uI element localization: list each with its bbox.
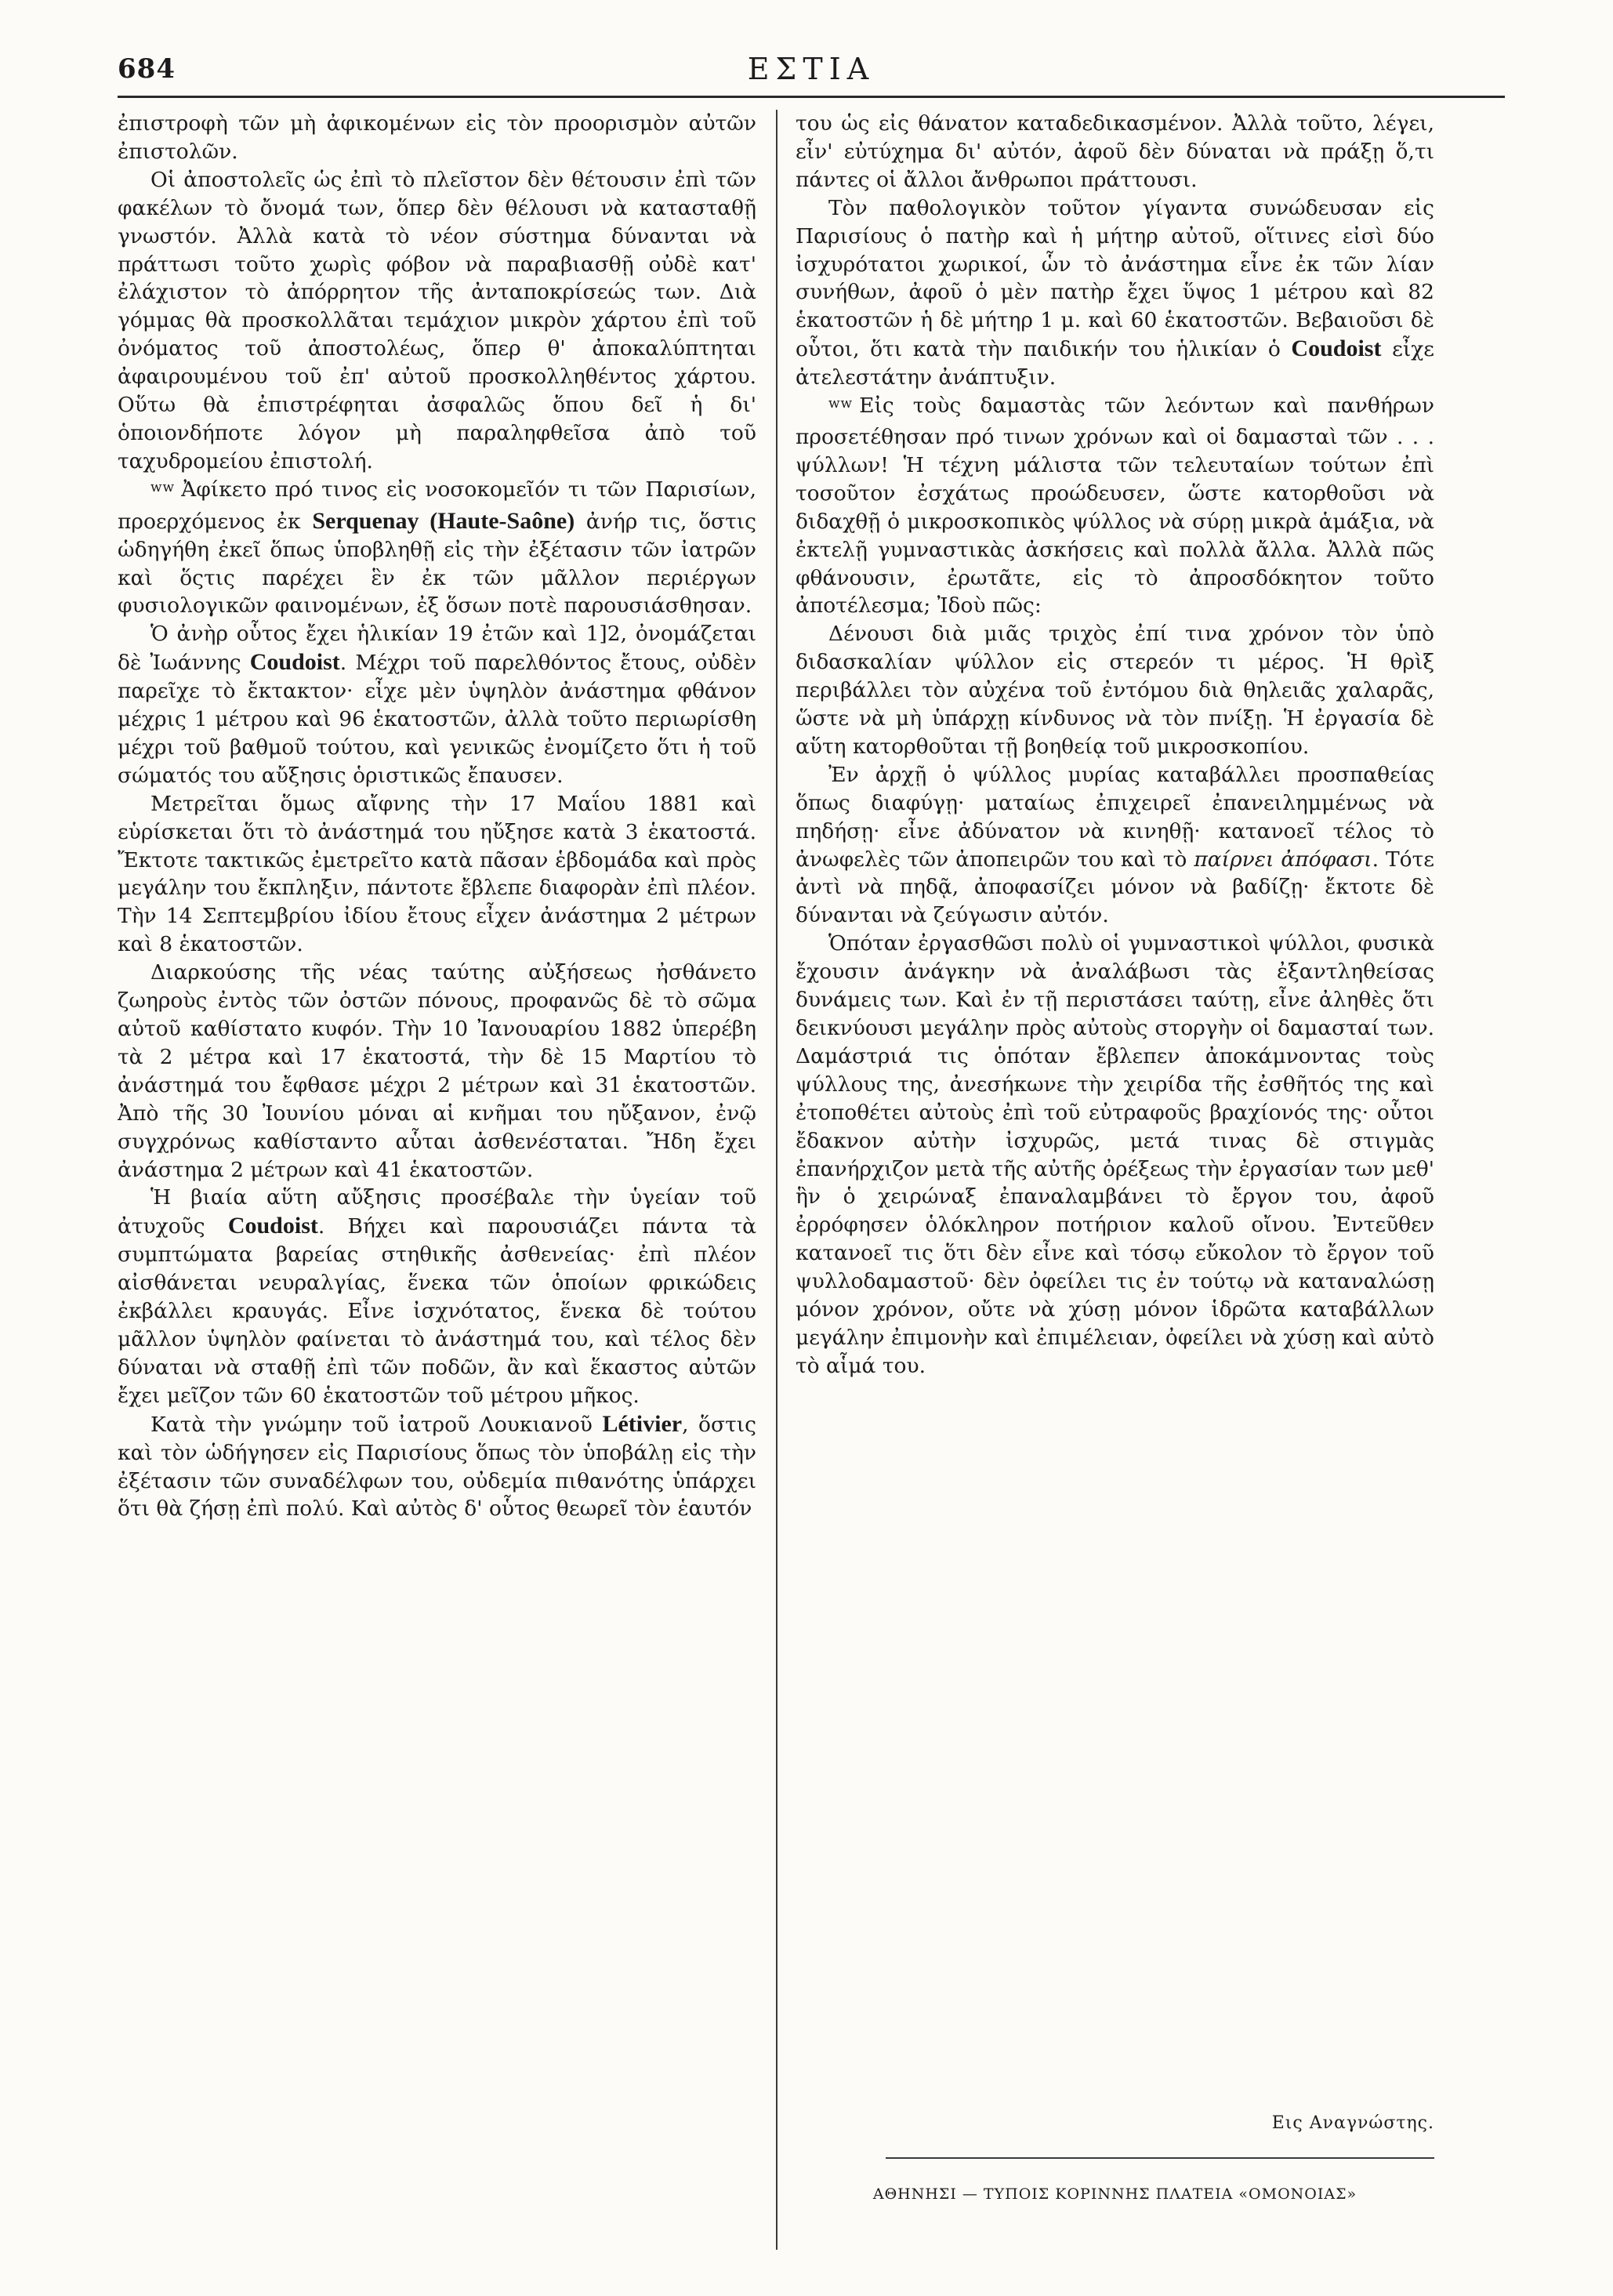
paragraph (118, 1184, 756, 1409)
paragraph-text: εἶχε ἀτελεστάτην ἀνάπτυξιν. (796, 337, 1434, 390)
paragraph: Μετρεῖται ὅμως αἴφνης τὴν 17 Μαΐου 1881 καὶ εὑρίσκεται ὅτι τὸ ἀνάστημά του ηὔξησε κατὰ 3 ἑκατοστά. Ἔκτοτε τακτικῶς ἐμετρεῖτο κατὰ πᾶσαν ἑβδομάδα καὶ πρὸς μεγάλην του ἔκπληξιν, πάντοτε ἔβλεπε διαφορὰν ἐπὶ πλέον. Τὴν 14 Σεπτεμβρίου ἰδίου ἔτους εἶχεν ἀνάστημα 2 μέτρων καὶ 8 ἑκατοστῶν. (118, 791, 756, 957)
paragraph: του ὡς εἰς θάνατον καταδεδικασμένον. Ἀλλὰ τοῦτο, λέγει, εἶν' εὐτύχημα δι' αὐτόν, ἀφοῦ δὲν δύναται νὰ πράξῃ ὅ,τι πάντες οἱ ἄλλοι ἄνθρωποι πράττουσι. (796, 111, 1434, 192)
paragraph: Ὁπόταν ἐργασθῶσι πολὺ οἱ γυμναστικοὶ ψύλλοι, φυσικὰ ἔχουσιν ἀνάγκην νὰ ἀναλάβωσι τὰς ἐξαντληθείσας δυνάμεις των. Καὶ ἐν τῇ περιστάσει ταύτῃ, εἶνε ἀληθὲς ὅτι δεικνύουσι μεγάλην πρὸς αὐτοὺς στοργὴν οἱ δαμασταί των. Δαμάστριά τις ὁπόταν ἔβλεπεν ἀποκάμνοντας τοὺς ψύλλους της, ἀνεσήκωνε τὴν χειρίδα τῆς ἐσθῆτός της καὶ ἐτοποθέτει αὐτοὺς ἐπὶ τοῦ εὐτραφοῦς βραχίονός της· οὗτοι ἔδακνον αὐτὴν ἰσχυρῶς, μετά τινας δὲ στιγμὰς ἐπανήρχιζον μετὰ τῆς αὐτῆς ὀρέξεως τὴν ἐργασίαν των μεθ' ἣν ὁ χειρώναξ ἐπαναλαμβάνει τὸ ἔργον του, ἀφοῦ ἐρρόφησεν ὁλόκληρον ποτήριον καλοῦ οἴνου. Ἐντεῦθεν κατανοεῖ τις ὅτι δὲν εἶνε καὶ τόσῳ εὔκολον τὸ ἔργον τοῦ ψυλλοδαμαστοῦ· δὲν ὀφείλει τις ἐν τούτῳ νὰ καταναλώσῃ μόνον χρόνον, οὔτε νὰ χύσῃ μόνον ἱδρῶτα καταβάλλων μεγάλην ἐπιμονὴν καὶ ἐπιμέλειαν, ὀφείλει νὰ χύσῃ καὶ αὐτὸ τὸ αἷμά του. (796, 931, 1434, 1378)
paragraph-text: Ὁ ἀνὴρ οὗτος ἔχει ἡλικίαν 19 ἐτῶν καὶ 1]2, ὀνομάζεται δὲ Ἰωάννης (118, 622, 756, 676)
person-name: Coudoist (1291, 336, 1382, 362)
paragraph-text: Κατὰ τὴν γνώμην τοῦ ἰατροῦ Λουκιανοῦ (150, 1412, 603, 1437)
paragraph-text: Ἀφίκετο πρό τινος εἰς νοσοκομεῖόν τι τῶν Παρισίων, προερχόμενος ἐκ (118, 477, 756, 534)
paragraph (118, 1410, 756, 1524)
person-name: Létivier (602, 1410, 683, 1437)
paragraph: Δένουσι διὰ μιᾶς τριχὸς ἐπί τινα χρόνον τὸν ὑπὸ διδασκαλίαν ψύλλον εἰς στερεόν τι μέρος. Ἡ θρὶξ περιβάλλει τὸν αὐχένα τοῦ ἐντόμου διὰ θηλειᾶς χαλαρᾶς, ὥστε νὰ μὴ ὑπάρχῃ κίνδυνος νὰ τὸν πνίξῃ. Ἡ ἐργασία δὲ αὕτη κατορθοῦται τῇ βοηθείᾳ τοῦ μικροσκοπίου. (796, 622, 1434, 759)
paragraph-text: . Τότε ἀντὶ νὰ πηδᾷ, ἀποφασίζει μόνον νὰ βαδίζῃ· ἔκτοτε δὲ δύνανται νὰ ζεύγωσιν αὐτόν. (796, 847, 1434, 928)
paragraph: ἐπιστροφὴ τῶν μὴ ἀφικομένων εἰς τὸν προορισμὸν αὐτῶν ἐπιστολῶν. (118, 111, 756, 164)
footer-rule (886, 2157, 1434, 2159)
running-title: ΕΣΤΙΑ (747, 52, 875, 86)
paragraph (796, 392, 1434, 620)
author-signature: Εις Αναγνώστης. (1271, 2113, 1434, 2133)
left-column (118, 110, 756, 2226)
paragraph-text: Εἰς τοὺς δαμαστὰς τῶν λεόντων καὶ πανθήρων προσετέθησαν πρό τινων χρόνων καὶ οἱ δαμασταὶ τῶν . . . ψύλλων! Ἡ τέχνη μάλιστα τῶν τελευταίων τούτων ἐπὶ τοσοῦτον ἐσχάτως προώδευσεν, ὥστε κατορθοῦσι νὰ διδαχθῇ ὁ μικροσκοπικὸς ψύλλος νὰ σύρῃ μικρὰ ἁμάξια, νὰ ἐκτελῇ γυμναστικὰς ἀσκήσεις καὶ πολλὰ ἄλλα. Ἀλλὰ πῶς φθάνουσιν, ἐρωτᾶτε, εἰς τὸ ἀπροσδόκητον τοῦτο ἀποτέλεσμα; Ἰδοὺ πῶς: (796, 394, 1434, 618)
paragraph (796, 194, 1434, 392)
section-marker: ww (828, 396, 854, 412)
paragraph-text: ἀνήρ τις, ὅστις ὡδηγήθη ἐκεῖ ὅπως ὑποβληθῇ εἰς τὴν ἐξέτασιν τῶν ἰατρῶν καὶ ὅςτις παρέχει ἓν ἐκ τῶν μᾶλλον περιέργων φυσιολογικῶν φαινομένων, ἐξ ὅσων ποτὲ παρουσιάσθησαν. (118, 509, 756, 618)
column-divider (776, 110, 778, 2250)
paragraph (118, 620, 756, 789)
paragraph (796, 761, 1434, 930)
person-name: Coudoist (227, 1213, 318, 1239)
emphasis: παίρνει ἀπόφασι (1194, 847, 1372, 872)
place-name: Serquenay (Haute-Saône) (312, 507, 575, 534)
paragraph: Οἱ ἀποστολεῖς ὡς ἐπὶ τὸ πλεῖστον δὲν θέτουσιν ἐπὶ τῶν φακέλων τὸ ὄνομά των, ὅπερ δὲν θέλουσι νὰ κατασταθῇ γνωστόν. Ἀλλὰ κατὰ τὸ νέον σύστημα δύνανται νὰ πράττωσι τοῦτο χωρὶς φόβον νὰ παραβιασθῇ οὐδὲ κατ' ἐλάχιστον τὸ ἀπόρρητον τῆς ἀνταποκρίσεώς των. Διὰ γόμμας θὰ προσκολλᾶται τεμάχιον μικρὸν χάρτου ἐπὶ τοῦ ὀνόματος τοῦ ἀποστολέως, ὅπερ θ' ἀποκαλύπτηται ἀφαιρουμένου τοῦ ἐπ' αὐτοῦ προσκολληθέντος χάρτου. Οὕτω θὰ ἐπιστρέφηται ἀσφαλῶς ὅπου δεῖ ἡ δι' ὁποιονδήποτε λόγον μὴ παραληφθεῖσα ἀπὸ τοῦ ταχυδρομείου ἐπιστολή. (118, 167, 756, 473)
header-rule (118, 96, 1505, 98)
paragraph-text: . Μέχρι τοῦ παρελθόντος ἔτους, οὐδὲν παρεῖχε τὸ ἔκτακτον· εἶχε μὲν ὑψηλὸν ἀνάστημα φθάνον μέχρις 1 μέτρου καὶ 96 ἑκατοστῶν, ἀλλὰ τοῦτο περιωρίσθη μέχρι τοῦ βαθμοῦ τούτου, καὶ γενικῶς ἐνομίζετο ὅτι ἡ τοῦ σώματός του αὔξησις ὁριστικῶς ἔπαυσεν. (118, 651, 756, 788)
paragraph-text: . Βήχει καὶ παρουσιάζει πάντα τὰ συμπτώματα βαρείας στηθικῆς ἀσθενείας· ἐπὶ πλέον αἰσθάνεται νευραλγίας, ἕνεκα τῶν ὁποίων φρικώδεις ἐκβάλλει κραυγάς. Εἶνε ἰσχνότατος, ἕνεκα δὲ τούτου μᾶλλον ὑψηλὸν φαίνεται τὸ ἀνάστημά του, καὶ τέλος δὲν δύναται νὰ σταθῇ ἐπὶ τῶν ποδῶν, ἂν καὶ ἕκαστος αὐτῶν ἔχει μεῖζον τῶν 60 ἑκατοστῶν τοῦ μέτρου μῆκος. (118, 1214, 756, 1408)
right-column (796, 110, 1434, 2211)
paragraph-text: Ἡ βιαία αὕτη αὔξησις προσέβαλε τὴν ὑγείαν τοῦ ἀτυχοῦς (118, 1185, 756, 1239)
paragraph (118, 476, 756, 621)
page-number: 684 (118, 53, 176, 85)
paragraph-text: , ὅστις καὶ τὸν ὡδήγησεν εἰς Παρισίους ὅπως τὸν ὑποβάλῃ εἰς τὴν ἐξέτασιν τῶν συναδέλφων του, οὐδεμία πιθανότης ὑπάρχει ὅτι θὰ ζήσῃ ἐπὶ πολύ. Καὶ αὐτὸς δ' οὗτος θεωρεῖ τὸν ἑαυτόν (118, 1412, 756, 1522)
paragraph: Διαρκούσης τῆς νέας ταύτης αὐξήσεως ἠσθάνετο ζωηροὺς ἐντὸς τῶν ὀστῶν πόνους, προφανῶς δὲ τὸ σῶμα αὐτοῦ καθίστατο κυφόν. Τὴν 10 Ἰανουαρίου 1882 ὑπερέβη τὰ 2 μέτρα καὶ 17 ἑκατοστά, τὴν δὲ 15 Μαρτίου τὸ ἀνάστημά του ἔφθασε μέχρι 2 μέτρων καὶ 31 ἑκατοστῶν. Ἀπὸ τῆς 30 Ἰουνίου μόναι αἱ κνῆμαι του ηὔξανον, ἐνῷ συγχρόνως καθίσταντο αὗται ἀσθενέσταται. Ἤδη ἔχει ἀνάστημα 2 μέτρων καὶ 41 ἑκατοστῶν. (118, 960, 756, 1182)
section-marker: ww (150, 479, 176, 495)
printer-imprint: ΑΘΗΝΗΣΙ — ΤΥΠΟΙΣ ΚΟΡΙΝΝΗΣ ΠΛΑΤΕΙΑ «ΟΜΟΝΟΙΑΣ» (872, 2185, 1357, 2203)
person-name: Coudoist (249, 649, 340, 676)
page-header (118, 49, 1505, 96)
paragraph-text: Τὸν παθολογικὸν τοῦτον γίγαντα συνώδευσαν εἰς Παρισίους ὁ πατὴρ καὶ ἡ μήτηρ αὐτοῦ, οἵτινες εἰσὶ δύο ἰσχυρότατοι χωρικοί, ὧν τὸ ἀνάστημα εἶνε ἐκ τῶν λίαν συνήθων, ἀφοῦ ὁ μὲν πατὴρ ἔχει ὕψος 1 μέτρου καὶ 82 ἑκατοστῶν ἡ δὲ μήτηρ 1 μ. καὶ 60 ἑκατοστῶν. Βεβαιοῦσι δὲ οὗτοι, ὅτι κατὰ τὴν παιδικήν του ἡλικίαν ὁ (796, 195, 1434, 362)
paragraph-text: Ἐν ἀρχῇ ὁ ψύλλος μυρίας καταβάλλει προσπαθείας ὅπως διαφύγῃ· ματαίως ἐπιχειρεῖ ἐπανειλημμένως νὰ πηδήσῃ· εἶνε ἀδύνατον νὰ κινηθῇ· κατανοεῖ τέλος τὸ ἀνωφελὲς τῶν ἀποπειρῶν του καὶ τὸ (796, 762, 1434, 872)
